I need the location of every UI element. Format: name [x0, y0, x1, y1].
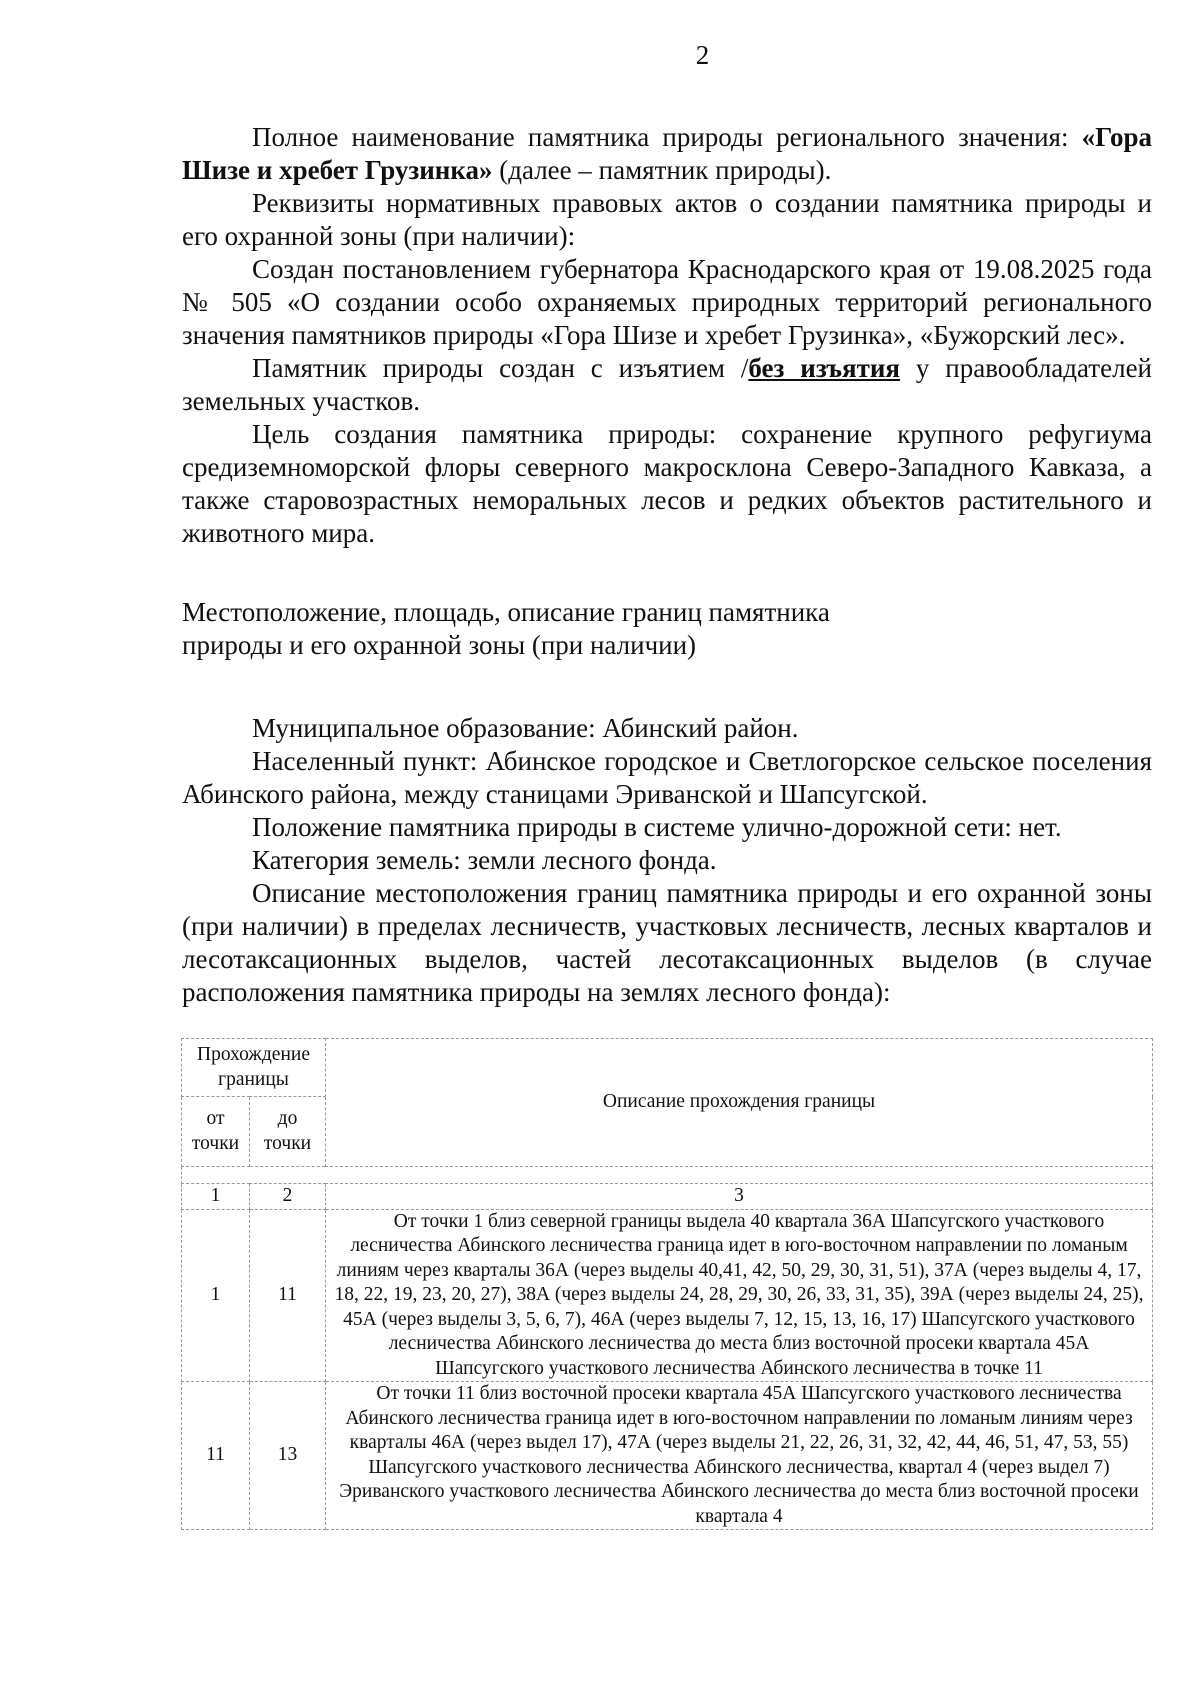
table-header-row	[182, 1039, 1153, 1097]
table-row	[182, 1209, 1153, 1382]
column-number: 2	[250, 1184, 326, 1210]
paragraph-forest-description: Описание местоположения границ памятника природы и его охранной зоны (при наличии) в пределах лесничеств, участковых лесничеств, лесных кварталов и лесотаксационных выделов, частей лесотаксационных выделов (в случае расположения памятника природы на землях лесного фонда):	[182, 878, 1152, 1007]
paragraph-seizure	[182, 352, 1152, 418]
paragraph-full-name	[182, 121, 1152, 187]
paragraph-road-network: Положение памятника природы в системе улично-дорожной сети: нет.	[252, 812, 1062, 842]
header-from: от точки	[182, 1097, 250, 1167]
paragraph-text: у правообладателей земельных участков.	[182, 353, 1153, 416]
paragraph-text: Полное наименование памятника природы регионального значения:	[252, 122, 1082, 152]
paragraph-purpose: Цель создания памятника природы: сохранение крупного рефугиума средиземноморской флоры северного макросклона Северо-Западного Кавказа, а также старовозрастных неморальных лесов и редких объектов растительного и животного мира.	[182, 419, 1152, 548]
column-number-row	[182, 1184, 1153, 1210]
underlined-option: без изъятия	[748, 353, 900, 383]
row-from: 11	[182, 1382, 250, 1530]
section-heading-line: природы и его охранной зоны (при наличии)	[182, 630, 697, 660]
section-heading-line: Местоположение, площадь, описание границ памятника	[182, 597, 830, 627]
paragraph-land-category: Категория земель: земли лесного фонда.	[252, 845, 717, 875]
row-description: От точки 11 близ восточной просеки квартала 45А Шапсугского участкового лесничества Абинского лесничества граница идет в юго-восточном направлении по ломаным линиям через кварталы 46А (через выдел 17), 47А (через выделы 21, 22, 26, 31, 32, 42, 44, 46, 51, 47, 53, 55) Шапсугского участкового лесничества Абинского лесничества, квартал 4 (через выдел 7) Эриванского участкового лесничества Абинского лесничества до места близ восточной просеки квартала 4	[326, 1382, 1153, 1530]
table-row	[182, 1382, 1153, 1530]
row-to: 13	[250, 1382, 326, 1530]
paragraph-text: Памятник природы создан с изъятием /	[252, 353, 749, 383]
paragraph-text: (далее – памятник природы).	[492, 155, 832, 185]
header-to: до точки	[250, 1097, 326, 1167]
column-number: 3	[326, 1184, 1153, 1210]
row-to: 11	[250, 1209, 326, 1382]
monument-name: «Гора Шизе и хребет Грузинка»	[182, 122, 1152, 185]
page-number: 2	[695, 40, 710, 70]
paragraph-municipality: Муниципальное образование: Абинский район.	[252, 713, 799, 743]
document-body	[182, 121, 1152, 1009]
header-description: Описание прохождения границы	[326, 1039, 1153, 1167]
section-heading	[182, 596, 1152, 662]
row-description: От точки 1 близ северной границы выдела 40 квартала 36А Шапсугского участкового лесничества Абинского лесничества граница идет в юго-восточном направлении по ломаным линиям через кварталы 36А (через выделы 40,41, 42, 50, 29, 30, 31, 51), 37А (через выделы 4, 17, 18, 22, 19, 23, 20, 27), 38А (через выделы 24, 28, 29, 30, 26, 33, 31, 35), 39А (через выделы 24, 25), 45А (через выделы 3, 5, 6, 7), 46А (через выделы 7, 12, 15, 13, 16, 17) Шапсугского участкового лесничества Абинского лесничества до места близ восточной просеки квартала 45А Шапсугского участкового лесничества Абинского лесничества в точке 11	[326, 1209, 1153, 1382]
column-number: 1	[182, 1184, 250, 1210]
row-from: 1	[182, 1209, 250, 1382]
table-spacer	[182, 1167, 1153, 1184]
header-passage: Прохождение границы	[182, 1039, 326, 1097]
paragraph-legal-acts: Реквизиты нормативных правовых актов о создании памятника природы и его охранной зоны (при наличии):	[182, 188, 1152, 251]
boundary-table	[181, 1038, 1153, 1530]
paragraph-settlement: Населенный пункт: Абинское городское и Светлогорское сельское поселения Абинского района, между станицами Эриванской и Шапсугской.	[182, 746, 1152, 809]
paragraph-decree: Создан постановлением губернатора Краснодарского края от 19.08.2025 года № 505 «О создании особо охраняемых природных территорий регионального значения памятников природы «Гора Шизе и хребет Грузинка», «Бужорский лес».	[182, 254, 1152, 350]
